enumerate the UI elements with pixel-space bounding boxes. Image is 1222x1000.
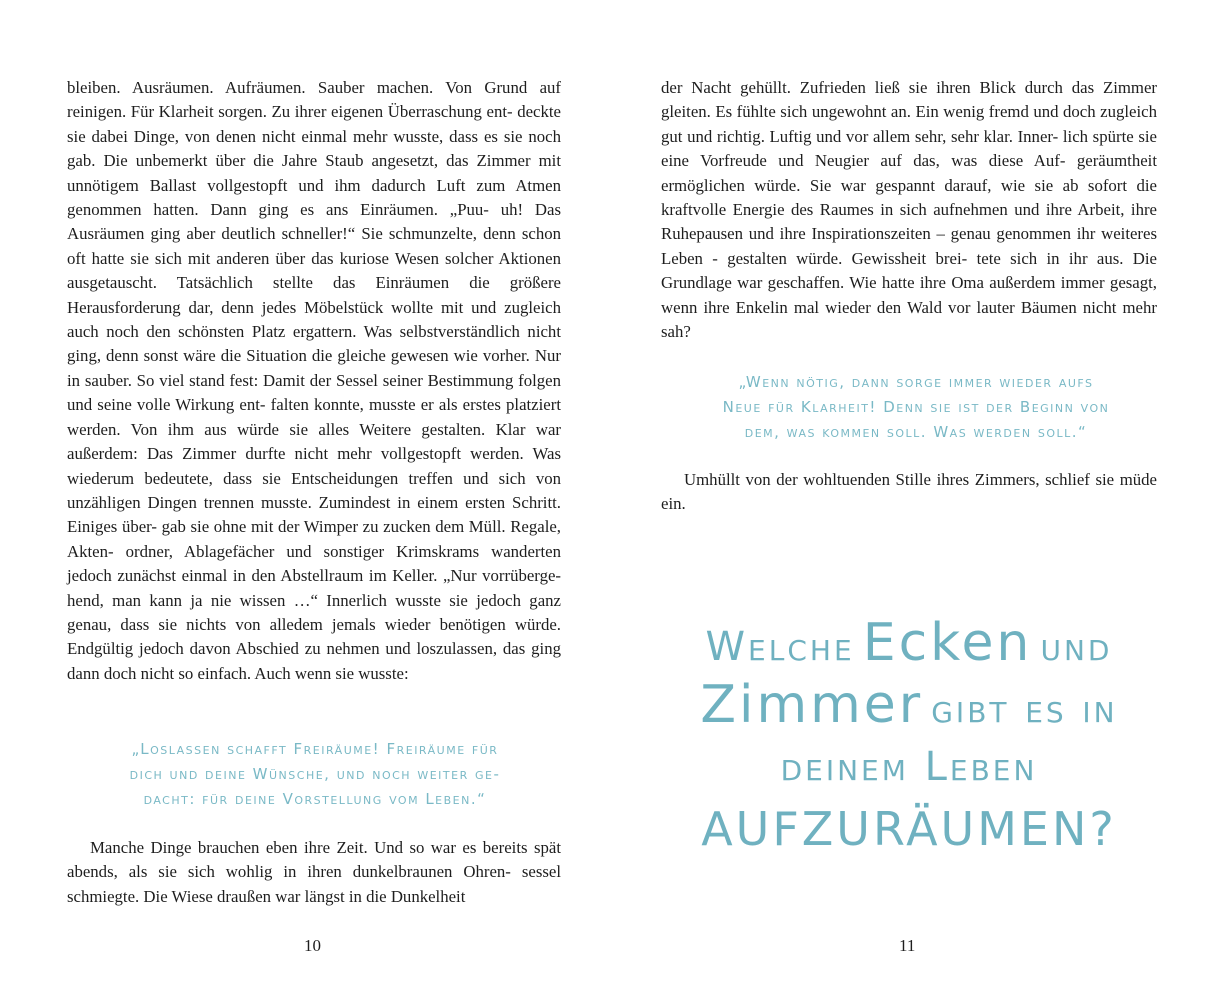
text-line: Oma außerdem immer gesagt, wenn ihre Enkelin mal wieder den xyxy=(661,273,1157,317)
text-line: genau, dass sie nichts von alledem jemals wieder benötigen würde. xyxy=(67,614,561,634)
question-word-emphasis: AUFZURÄUMEN? xyxy=(701,802,1117,856)
page-number-right: 11 xyxy=(899,936,916,955)
question-line-3 xyxy=(661,736,1157,798)
text-line: müde ein. xyxy=(661,470,1157,514)
quote-line: dich und deine Wünsche, und noch weiter ge- xyxy=(129,765,501,783)
right-quote xyxy=(706,370,1126,445)
text-line: der Nacht gehüllt. Zufrieden ließ sie ihren Blick durch das Zimmer xyxy=(661,78,1157,97)
text-line: die größere Herausforderung dar, denn jedes Möbelstück wollte xyxy=(67,273,561,317)
text-block xyxy=(67,76,561,686)
text-line: ging dann doch nicht so einfach. Auch wenn sie wusste: xyxy=(67,639,561,683)
quote-line: dacht: für deine Vorstellung vom Leben.“ xyxy=(143,790,487,808)
reflection-question xyxy=(661,612,1157,860)
text-line: spät abends, als sie sich wohlig in ihren dunkelbraunen Ohren- xyxy=(67,838,561,882)
text-line: genommen ihr weiteres Leben - gestalten würde. Gewissheit brei- xyxy=(661,224,1157,268)
text-line: dass sie Entscheidungen treffen und sich von unzähligen Dingen xyxy=(67,468,562,512)
question-line-2 xyxy=(661,674,1157,736)
question-word: Welche xyxy=(705,624,855,670)
text-line: Umhüllt von der wohltuenden Stille ihres Zimmers, schlief sie xyxy=(684,470,1115,489)
text-line: deckte sie dabei Dinge, von denen nicht einmal mehr wusste, dass xyxy=(67,102,561,146)
text-line: sessel schmiegte. Die Wiese draußen war längst in die Dunkelheit xyxy=(67,862,561,906)
left-quote xyxy=(110,737,520,812)
text-line: hend, man kann ja nie wissen …“ Innerlich wusste sie jedoch ganz xyxy=(67,590,561,610)
text-block xyxy=(661,468,1157,517)
text-block xyxy=(67,836,561,909)
text-line: Wald vor lauter Bäumen nicht mehr sah? xyxy=(661,297,1157,342)
question-word: deinem Leben xyxy=(780,744,1038,790)
text-line: falten konnte, musste er als erstes platziert werden. Von ihm aus xyxy=(67,395,561,439)
text-line: denn schon oft hatte sie sich mit anderen über das kuriose Wesen xyxy=(67,224,562,268)
text-line: Manche Dinge brauchen eben ihre Zeit. Und so war es bereits xyxy=(90,838,528,857)
text-line: zum Atmen genommen hatten. Dann ging es ans Einräumen. „Puu- xyxy=(67,175,561,220)
left-paragraph-2 xyxy=(67,836,561,909)
text-line: mit und zugleich auch noch den schönsten Platz ergattern. Was xyxy=(67,297,561,342)
quote-line: „Loslassen schafft Freiräume! Freiräume für xyxy=(131,740,499,758)
text-line: Zimmer mit unnötigem Ballast vollgestopft und ihm dadurch Luft xyxy=(67,151,561,195)
question-word: gibt es in xyxy=(931,686,1118,732)
text-line: trennen musste. Zumindest in einem ersten Schritt. Einiges über- xyxy=(67,492,561,537)
text-line: uh! Das Ausräumen ging aber deutlich schneller!“ Sie schmunzelte, xyxy=(67,200,561,244)
text-line: zugleich gut und richtig. Luftig und vor allem sehr, sehr klar. Inner- xyxy=(661,102,1157,146)
text-line: reinigen. Für Klarheit sorgen. Zu ihrer eigenen Überraschung ent- xyxy=(67,102,513,122)
text-line: ordner, Ablagefächer und sonstiger Krimskrams wanderten jedoch xyxy=(67,541,561,586)
text-block xyxy=(661,76,1157,344)
text-line: es sie noch gab. Die unbemerkt über die Jahre Staub angesetzt, das xyxy=(67,126,561,171)
right-paragraph-1 xyxy=(661,76,1157,344)
left-paragraph-1 xyxy=(67,76,561,686)
page-number-left: 10 xyxy=(304,936,321,955)
text-line: bleiben. Ausräumen. Aufräumen. Sauber machen. Von Grund auf xyxy=(67,78,561,97)
right-page xyxy=(611,0,1222,1000)
text-line: durfte nicht mehr vollgestopft werden. Was wiederum bedeutete, xyxy=(67,444,561,488)
text-line: gleiche gewesen wie vorher. Nur in sauber. So viel stand fest: Damit xyxy=(67,346,561,390)
text-line: zunächst einmal in den Abstellraum im Keller. „Nur vorrüberge- xyxy=(117,566,562,586)
text-line: ab sofort die kraftvolle Energie des Raumes in sich aufnehmen und xyxy=(661,175,1157,220)
quote-line: dem, was kommen soll. Was werden soll.“ xyxy=(744,423,1088,441)
text-line: lich spürte sie eine Vorfreude und Neugier auf das, was diese Auf- xyxy=(661,126,1157,171)
text-line: Endgültig jedoch davon Abschied zu nehmen und loszulassen, das xyxy=(67,639,526,659)
question-line-1 xyxy=(661,612,1157,674)
question-word-emphasis: Zimmer xyxy=(700,675,924,735)
text-line: würde sie alles Weitere gestalten. Klar war außerdem: Das Zimmer xyxy=(67,419,561,464)
text-line: geräumtheit ermöglichen würde. Sie war gespannt darauf, wie sie xyxy=(661,151,1158,195)
text-line: gab sie ohne mit der Wimper zu zucken dem Müll. Regale, Akten- xyxy=(67,517,561,561)
text-line: tete sich in ihr aus. Die Grundlage war geschaffen. Wie hatte ihre xyxy=(661,248,1157,293)
text-line: der Sessel seiner Bestimmung folgen und seine volle Wirkung ent- xyxy=(67,370,561,415)
text-line: solcher Aktionen ausgetauscht. Tatsächlich stellte das Einräumen xyxy=(67,248,562,293)
text-line: gleiten. Es fühlte sich ungewohnt an. Ein wenig fremd und doch xyxy=(661,102,1096,122)
question-word-emphasis: Ecken xyxy=(862,613,1033,673)
quote-line: Neue für Klarheit! Denn sie ist der Beginn von xyxy=(722,398,1110,416)
question-word: und xyxy=(1040,624,1113,670)
question-line-4 xyxy=(661,798,1157,860)
quote-line: „Wenn nötig, dann sorge immer wieder aufs xyxy=(738,373,1094,391)
right-paragraph-2 xyxy=(661,468,1157,517)
text-line: ihre Arbeit, ihre Ruhepausen und ihre Inspirationszeiten – genau xyxy=(661,200,1157,244)
text-line: selbstverständlich nicht ging, denn sonst wäre die Situation die xyxy=(67,322,561,366)
